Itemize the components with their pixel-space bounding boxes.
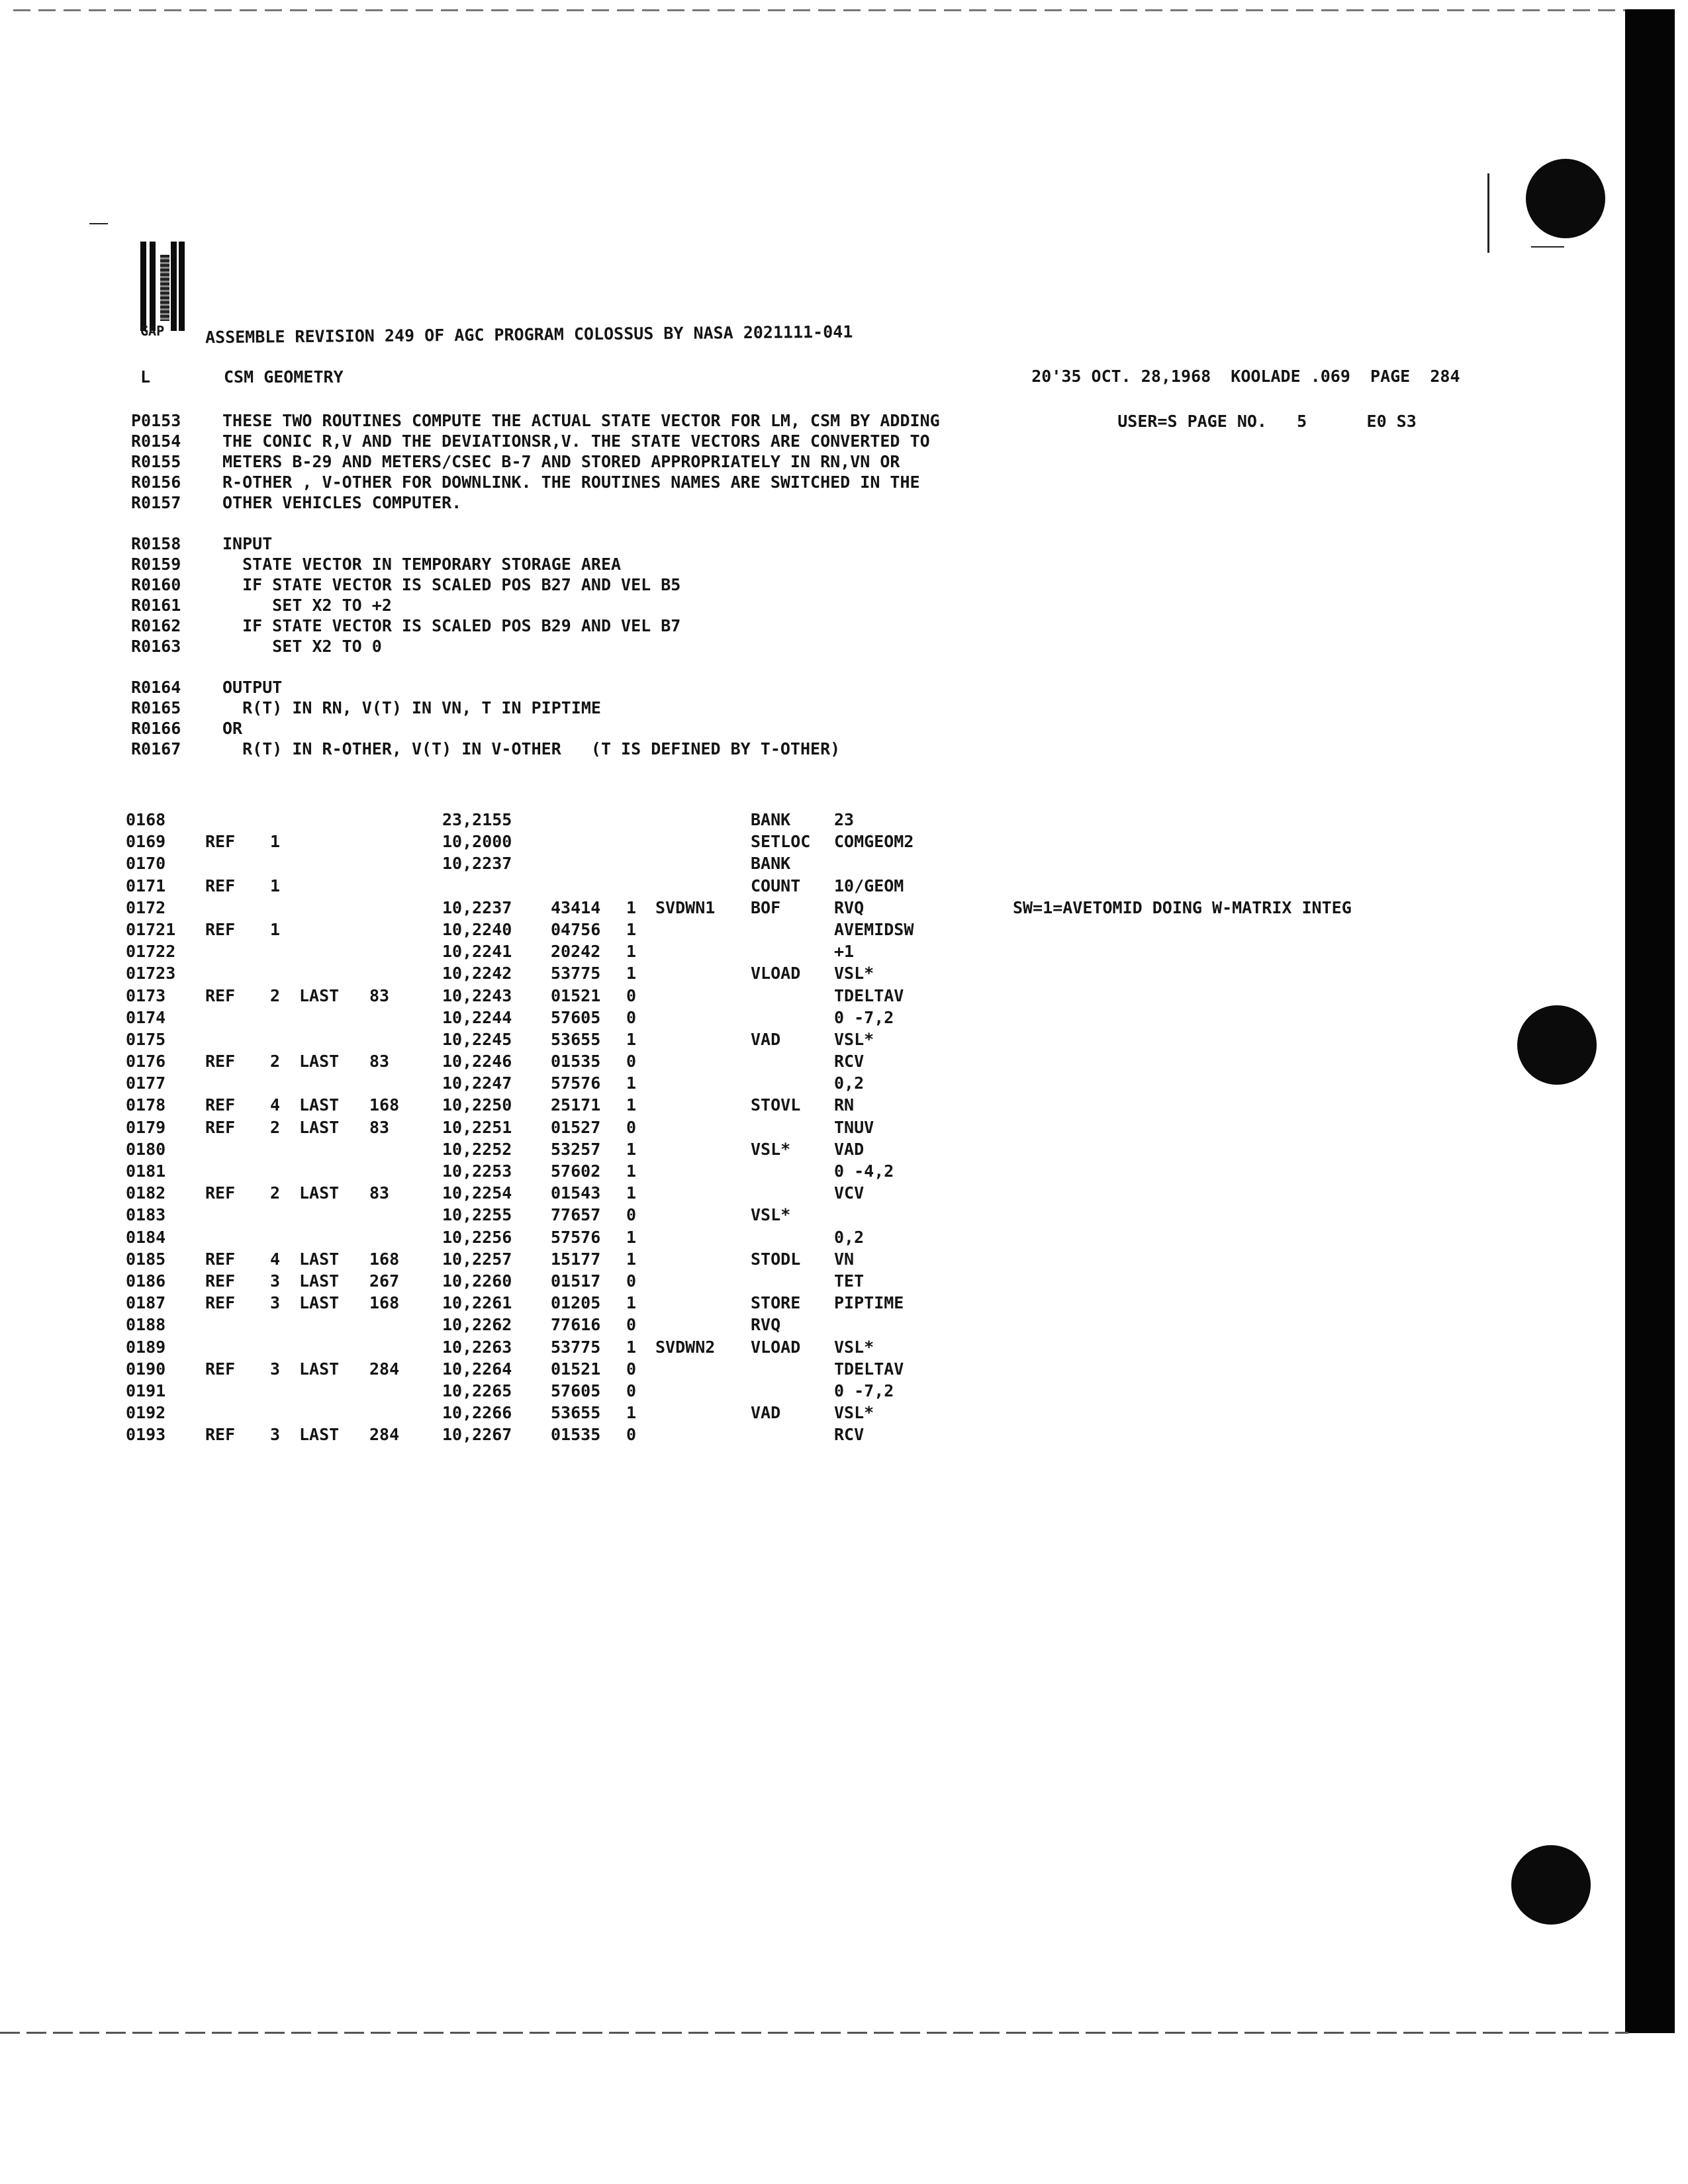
octal-word: 57605 [551, 1007, 601, 1027]
opcode: SETLOC [751, 832, 811, 852]
operand: RVQ [834, 897, 865, 917]
ref-marker: REF [205, 1271, 236, 1291]
last-marker: LAST [299, 1183, 340, 1203]
ref-count: 2 [270, 1183, 281, 1203]
last-page: 168 [369, 1095, 400, 1115]
octal-word: 01521 [551, 985, 601, 1005]
scan-mark [1531, 246, 1564, 248]
parity-bit: 1 [626, 1095, 637, 1115]
comment-line [131, 678, 1058, 699]
line-number: R0159 [131, 555, 181, 574]
line-number: 0168 [126, 810, 166, 829]
octal-word: 20242 [551, 942, 601, 962]
last-marker: LAST [299, 1293, 340, 1313]
comment-text: METERS B-29 AND METERS/CSEC B-7 AND STORED APPROPRIATELY IN RN,VN OR [222, 452, 900, 471]
operand: TDELTAV [834, 985, 904, 1005]
line-number: 0183 [126, 1205, 166, 1225]
ref-count: 3 [270, 1271, 281, 1291]
last-page: 83 [369, 1052, 390, 1071]
listing-row [126, 1228, 1450, 1250]
ref-marker: REF [205, 876, 236, 895]
ref-count: 3 [270, 1293, 281, 1313]
ref-marker: REF [205, 985, 236, 1005]
operand: 0 -7,2 [834, 1007, 894, 1027]
line-number: R0161 [131, 596, 181, 615]
comment-text: IF STATE VECTOR IS SCALED POS B29 AND VEL B7 [222, 616, 681, 635]
last-marker: LAST [299, 1249, 340, 1269]
page-right-border [1625, 9, 1675, 2033]
address: 10,2000 [442, 832, 512, 852]
address: 10,2242 [442, 964, 512, 983]
ref-marker: REF [205, 832, 236, 852]
line-number: R0162 [131, 616, 181, 635]
opcode: STOVL [751, 1095, 801, 1115]
ref-marker: REF [205, 1425, 236, 1445]
comment-line [131, 453, 1058, 473]
octal-word: 53775 [551, 1337, 601, 1357]
listing-row [126, 1184, 1450, 1206]
address: 10,2253 [442, 1161, 512, 1181]
operand: VCV [834, 1183, 865, 1203]
line-number: 0193 [126, 1425, 166, 1445]
assembly-user: KOOLADE [1231, 367, 1301, 386]
address: 10,2260 [442, 1271, 512, 1291]
operand: AVEMIDSW [834, 919, 914, 939]
parity-bit: 1 [626, 1293, 637, 1313]
parity-bit: 1 [626, 964, 637, 983]
line-number: 0185 [126, 1249, 166, 1269]
last-page: 83 [369, 1183, 390, 1203]
listing-row [126, 964, 1450, 986]
comment-text: R-OTHER , V-OTHER FOR DOWNLINK. THE ROUTINES NAMES ARE SWITCHED IN THE [222, 473, 920, 492]
last-page: 284 [369, 1425, 400, 1445]
address: 10,2243 [442, 985, 512, 1005]
opcode: COUNT [751, 876, 801, 895]
listing-row [126, 811, 1450, 833]
line-number: 0177 [126, 1073, 166, 1093]
user-page-number: 5 [1297, 412, 1307, 431]
ref-marker: REF [205, 1359, 236, 1379]
comment-line [131, 596, 1058, 617]
listing-row [126, 854, 1450, 876]
operand: 0,2 [834, 1073, 865, 1093]
operand: 23 [834, 810, 855, 829]
parity-bit: 0 [626, 1052, 637, 1071]
parity-bit: 0 [626, 1117, 637, 1137]
octal-word: 57576 [551, 1073, 601, 1093]
comment-text: SET X2 TO +2 [222, 596, 392, 615]
opcode: STODL [751, 1249, 801, 1269]
ref-count: 1 [270, 876, 281, 895]
listing-row [126, 1140, 1450, 1162]
corner-mark: GAP [140, 323, 165, 339]
parity-bit: 1 [626, 1183, 637, 1203]
line-number: 0186 [126, 1271, 166, 1291]
parity-bit: 1 [626, 1139, 637, 1159]
line-number: 0176 [126, 1052, 166, 1071]
parity-bit: 1 [626, 1161, 637, 1181]
listing-row [126, 1338, 1450, 1360]
ref-count: 4 [270, 1095, 281, 1115]
comment-line [131, 514, 1058, 535]
line-number: 01722 [126, 942, 176, 962]
ref-marker: REF [205, 1052, 236, 1071]
last-page: 83 [369, 1117, 390, 1137]
assembly-timestamp: 20'35 OCT. 28,1968 [1031, 367, 1211, 386]
page-label: PAGE [1370, 367, 1411, 386]
line-number: 0182 [126, 1183, 166, 1203]
last-page: 168 [369, 1249, 400, 1269]
ref-count: 3 [270, 1359, 281, 1379]
comment-line [131, 432, 1058, 453]
ref-count: 2 [270, 1117, 281, 1137]
comment-block [131, 412, 1058, 760]
address: 10,2251 [442, 1117, 512, 1137]
octal-word: 53257 [551, 1139, 601, 1159]
comment-text: R(T) IN R-OTHER, V(T) IN V-OTHER (T IS DEFINED BY T-OTHER) [222, 739, 841, 758]
line-number: 0178 [126, 1095, 166, 1115]
last-marker: LAST [299, 1425, 340, 1445]
address: 10,2247 [442, 1073, 512, 1093]
code-listing [126, 811, 1450, 1447]
octal-word: 01527 [551, 1117, 601, 1137]
comment-line [131, 617, 1058, 637]
listing-row [126, 1426, 1450, 1447]
ref-count: 1 [270, 832, 281, 852]
parity-bit: 0 [626, 1315, 637, 1335]
line-number: 0174 [126, 1007, 166, 1027]
octal-word: 25171 [551, 1095, 601, 1115]
line-number: 0184 [126, 1227, 166, 1247]
octal-word: 01205 [551, 1293, 601, 1313]
parity-bit: 0 [626, 1425, 637, 1445]
address: 10,2257 [442, 1249, 512, 1269]
line-number: 01721 [126, 919, 176, 939]
listing-row [126, 1009, 1450, 1030]
operand: TDELTAV [834, 1359, 904, 1379]
listing-row [126, 1272, 1450, 1294]
parity-bit: 0 [626, 1359, 637, 1379]
operand: COMGEOM2 [834, 832, 914, 852]
octal-word: 77616 [551, 1315, 601, 1335]
assembly-code: .069 [1310, 367, 1350, 386]
octal-word: 01517 [551, 1271, 601, 1291]
line-number: 0181 [126, 1161, 166, 1181]
parity-bit: 0 [626, 1271, 637, 1291]
listing-row [126, 1294, 1450, 1316]
listing-row [126, 1096, 1450, 1118]
line-number: R0157 [131, 493, 181, 512]
operand: 0 -7,2 [834, 1381, 894, 1400]
comment-line [131, 658, 1058, 678]
last-page: 267 [369, 1271, 400, 1291]
parity-bit: 0 [626, 1205, 637, 1225]
listing-row [126, 1206, 1450, 1228]
comment-line [131, 473, 1058, 494]
parity-bit: 1 [626, 919, 637, 939]
opcode: STORE [751, 1293, 801, 1313]
octal-word: 01535 [551, 1052, 601, 1071]
page-bottom-edge [0, 2032, 1628, 2034]
operand: TNUV [834, 1117, 874, 1137]
line-number: 01723 [126, 964, 176, 983]
octal-word: 53775 [551, 964, 601, 983]
comment-line [131, 576, 1058, 596]
address: 10,2266 [442, 1403, 512, 1423]
octal-word: 04756 [551, 919, 601, 939]
operand: VSL* [834, 1403, 874, 1423]
address: 10,2246 [442, 1052, 512, 1071]
listing-row [126, 899, 1450, 921]
parity-bit: 1 [626, 1403, 637, 1423]
operand: VN [834, 1249, 855, 1269]
octal-word: 53655 [551, 1403, 601, 1423]
comment-line [131, 412, 1058, 432]
opcode: VSL* [751, 1139, 791, 1159]
address: 10,2245 [442, 1029, 512, 1049]
ref-count: 2 [270, 1052, 281, 1071]
opcode: VLOAD [751, 964, 801, 983]
assembly-title: ASSEMBLE REVISION 249 OF AGC PROGRAM COLOSSUS BY NASA 2021111-041 [205, 322, 853, 347]
opcode: BOF [751, 897, 781, 917]
line-number: R0163 [131, 637, 181, 656]
section-title: CSM GEOMETRY [224, 367, 344, 387]
comment-line [131, 494, 1058, 514]
user-page-suffix: E0 S3 [1366, 412, 1417, 431]
address: 10,2256 [442, 1227, 512, 1247]
parity-bit: 1 [626, 897, 637, 917]
line-number: 0170 [126, 854, 166, 874]
listing-row [126, 833, 1450, 854]
ref-count: 3 [270, 1425, 281, 1445]
punch-hole [1526, 159, 1605, 238]
operand: RCV [834, 1425, 865, 1445]
last-marker: LAST [299, 1271, 340, 1291]
comment-line [131, 740, 1058, 760]
opcode: VAD [751, 1029, 781, 1049]
line-number: R0164 [131, 678, 181, 697]
ref-marker: REF [205, 919, 236, 939]
ref-marker: REF [205, 1183, 236, 1203]
address: 10,2267 [442, 1425, 512, 1445]
ref-count: 1 [270, 919, 281, 939]
line-number: R0158 [131, 534, 181, 553]
comment-text: THESE TWO ROUTINES COMPUTE THE ACTUAL STATE VECTOR FOR LM, CSM BY ADDING [222, 411, 940, 430]
listing-row [126, 1030, 1450, 1052]
comment-line [131, 555, 1058, 576]
address: 10,2244 [442, 1007, 512, 1027]
ref-marker: REF [205, 1293, 236, 1313]
punch-hole [1517, 1005, 1597, 1085]
line-number: 0171 [126, 876, 166, 895]
parity-bit: 0 [626, 985, 637, 1005]
comment-text: IF STATE VECTOR IS SCALED POS B27 AND VEL B5 [222, 575, 681, 594]
line-number: P0153 [131, 411, 181, 430]
ref-count: 4 [270, 1249, 281, 1269]
listing-row [126, 1250, 1450, 1272]
comment-text: SET X2 TO 0 [222, 637, 382, 656]
address: 10,2264 [442, 1359, 512, 1379]
address: 10,2240 [442, 919, 512, 939]
address: 10,2265 [442, 1381, 512, 1400]
operand: RN [834, 1095, 855, 1115]
line-number: 0191 [126, 1381, 166, 1400]
parity-bit: 1 [626, 1337, 637, 1357]
listing-row [126, 1074, 1450, 1096]
line-number: R0165 [131, 698, 181, 717]
comment-text: INPUT [222, 534, 273, 553]
log-letter: L [140, 367, 151, 387]
line-number: 0192 [126, 1403, 166, 1423]
operand: RCV [834, 1052, 865, 1071]
line-number: R0166 [131, 719, 181, 738]
listing-row [126, 877, 1450, 899]
scan-mark [89, 223, 108, 224]
line-number: 0190 [126, 1359, 166, 1379]
octal-word: 57605 [551, 1381, 601, 1400]
ref-marker: REF [205, 1095, 236, 1115]
binding-marks [140, 242, 184, 331]
ref-marker: REF [205, 1117, 236, 1137]
operand: TET [834, 1271, 865, 1291]
ref-count: 2 [270, 985, 281, 1005]
octal-word: 01521 [551, 1359, 601, 1379]
address: 10,2252 [442, 1139, 512, 1159]
comment-text: OTHER VEHICLES COMPUTER. [222, 493, 462, 512]
line-number: 0187 [126, 1293, 166, 1313]
opcode: VAD [751, 1403, 781, 1423]
line-number: 0169 [126, 832, 166, 852]
parity-bit: 1 [626, 942, 637, 962]
page-number: 284 [1430, 367, 1460, 386]
line-number: R0154 [131, 432, 181, 451]
listing-row [126, 1118, 1450, 1140]
operand: VSL* [834, 1029, 874, 1049]
octal-word: 53655 [551, 1029, 601, 1049]
line-number: 0175 [126, 1029, 166, 1049]
listing-row [126, 921, 1450, 942]
last-marker: LAST [299, 1052, 340, 1071]
line-number: 0180 [126, 1139, 166, 1159]
opcode: BANK [751, 854, 791, 874]
line-number: R0160 [131, 575, 181, 594]
opcode: BANK [751, 810, 791, 829]
opcode: RVQ [751, 1315, 781, 1335]
octal-word: 01543 [551, 1183, 601, 1203]
address: 10,2255 [442, 1205, 512, 1225]
operand: 0 -4,2 [834, 1161, 894, 1181]
opcode: VLOAD [751, 1337, 801, 1357]
parity-bit: 1 [626, 1249, 637, 1269]
operand: +1 [834, 942, 855, 962]
line-number: 0189 [126, 1337, 166, 1357]
address: 10,2262 [442, 1315, 512, 1335]
listing-row [126, 1316, 1450, 1338]
comment-text: OR [222, 719, 243, 738]
parity-bit: 0 [626, 1007, 637, 1027]
last-page: 83 [369, 985, 390, 1005]
listing-row [126, 1404, 1450, 1426]
operand: 10/GEOM [834, 876, 904, 895]
operand: VSL* [834, 1337, 874, 1357]
punch-hole [1511, 1845, 1591, 1925]
operand: PIPTIME [834, 1293, 904, 1313]
line-number: 0173 [126, 985, 166, 1005]
comment-line [131, 719, 1058, 740]
octal-word: 57576 [551, 1227, 601, 1247]
comment-text: R(T) IN RN, V(T) IN VN, T IN PIPTIME [222, 698, 601, 717]
opcode: VSL* [751, 1205, 791, 1225]
last-marker: LAST [299, 1095, 340, 1115]
symbol-label: SVDWN2 [655, 1337, 716, 1357]
listing-row [126, 1162, 1450, 1184]
comment-line [131, 699, 1058, 719]
address: 10,2250 [442, 1095, 512, 1115]
comment-line [131, 535, 1058, 555]
ref-marker: REF [205, 1249, 236, 1269]
address: 23,2155 [442, 810, 512, 829]
octal-word: 77657 [551, 1205, 601, 1225]
operand: VSL* [834, 964, 874, 983]
last-marker: LAST [299, 1359, 340, 1379]
parity-bit: 1 [626, 1029, 637, 1049]
address: 10,2263 [442, 1337, 512, 1357]
page-top-edge [13, 9, 1628, 11]
address: 10,2254 [442, 1183, 512, 1203]
listing-row [126, 987, 1450, 1009]
address: 10,2261 [442, 1293, 512, 1313]
user-page-label: USER=S PAGE NO. [1117, 412, 1267, 431]
address: 10,2241 [442, 942, 512, 962]
comment: SW=1=AVETOMID DOING W-MATRIX INTEG [1013, 897, 1352, 917]
listing-row [126, 1382, 1450, 1404]
listing-row [126, 942, 1450, 964]
line-number: 0172 [126, 897, 166, 917]
comment-line [131, 637, 1058, 658]
last-page: 284 [369, 1359, 400, 1379]
address: 10,2237 [442, 854, 512, 874]
last-marker: LAST [299, 1117, 340, 1137]
last-page: 168 [369, 1293, 400, 1313]
comment-text: STATE VECTOR IN TEMPORARY STORAGE AREA [222, 555, 622, 574]
operand: 0,2 [834, 1227, 865, 1247]
comment-text: OUTPUT [222, 678, 283, 697]
symbol-label: SVDWN1 [655, 897, 716, 917]
user-page-line [1078, 394, 1417, 449]
octal-word: 15177 [551, 1249, 601, 1269]
operand: VAD [834, 1139, 865, 1159]
octal-word: 43414 [551, 897, 601, 917]
scan-mark [1487, 173, 1489, 253]
parity-bit: 1 [626, 1073, 637, 1093]
parity-bit: 0 [626, 1381, 637, 1400]
octal-word: 01535 [551, 1425, 601, 1445]
line-number: R0167 [131, 739, 181, 758]
comment-text: THE CONIC R,V AND THE DEVIATIONSR,V. THE STATE VECTORS ARE CONVERTED TO [222, 432, 930, 451]
octal-word: 57602 [551, 1161, 601, 1181]
parity-bit: 1 [626, 1227, 637, 1247]
listing-row [126, 1052, 1450, 1074]
listing-row [126, 1360, 1450, 1382]
line-number: 0179 [126, 1117, 166, 1137]
line-number: R0155 [131, 452, 181, 471]
line-number: 0188 [126, 1315, 166, 1335]
last-marker: LAST [299, 985, 340, 1005]
address: 10,2237 [442, 897, 512, 917]
line-number: R0156 [131, 473, 181, 492]
